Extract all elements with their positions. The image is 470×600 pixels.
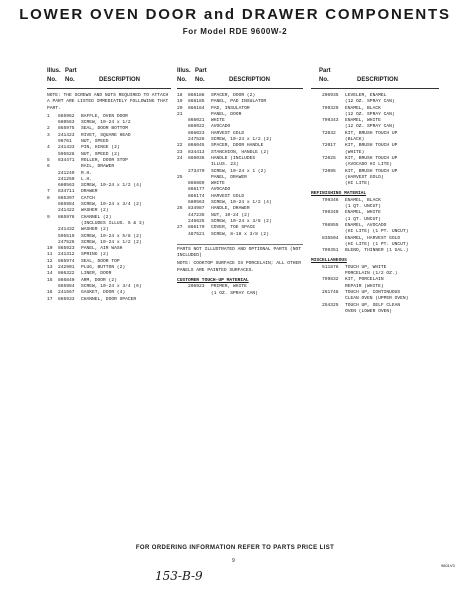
part-number: 799346 <box>322 197 339 203</box>
column-header <box>177 66 303 89</box>
part-number: 866177 <box>188 187 205 193</box>
part-row <box>311 309 439 315</box>
illus-number <box>311 248 322 254</box>
part-description: CATCH <box>81 195 95 201</box>
part-number: 865984 <box>58 283 75 289</box>
part-description: TOUCH UP, CONTINUOUS <box>345 289 401 295</box>
part-row <box>47 297 171 303</box>
part-description: RIVET, SQUARE HEAD <box>81 132 131 138</box>
part-row <box>311 248 439 254</box>
part-description: (HI LITE) (1 PT. UNCUT) <box>345 241 409 247</box>
column-header <box>47 66 171 89</box>
part-description: GASKET, DOOR (4) <box>81 290 126 296</box>
part-description: (BLACK) <box>345 137 365 143</box>
illus-number: 15 <box>47 277 53 283</box>
illus-number: 7 <box>47 189 50 195</box>
part-number: 242901 <box>58 265 75 271</box>
part-description: PLUG, BUTTON (2) <box>81 265 126 271</box>
section-heading-misc: MISCELLANEOUS <box>311 258 347 264</box>
illus-number: 24 <box>177 155 183 161</box>
part-number: 206935 <box>322 93 339 98</box>
part-description: ENAMEL, WHITE <box>345 210 381 216</box>
header-part-no: No. <box>65 77 75 83</box>
part-description: KIT, BRUSH TOUCH UP <box>345 143 398 149</box>
part-number: 241250 <box>58 176 75 182</box>
header-illus: Illus. <box>177 68 191 74</box>
part-number: 72017 <box>322 143 336 149</box>
part-number: 72032 <box>322 130 336 136</box>
part-description: (WHITE) <box>345 149 365 155</box>
part-number: 241432 <box>58 227 75 233</box>
part-number: 72095 <box>322 168 336 174</box>
optional-parts-note: PARTS NOT ILLUSTRATED AND OPTIONAL PARTS (NOT INCLUDED) <box>177 244 303 260</box>
part-description: SCREW, 10-24 x 1/2 (4) <box>211 200 272 206</box>
part-number: 241249 <box>58 170 75 176</box>
page-subtitle: For Model RDE 9600W-2 <box>182 27 288 36</box>
parts-list <box>311 93 439 187</box>
part-number: 834413 <box>188 149 205 155</box>
parts-column-3 <box>311 66 439 315</box>
parts-list <box>311 265 439 315</box>
parts-list <box>311 198 439 255</box>
part-number: 799832 <box>322 277 339 283</box>
part-description: KIT, BRUSH TOUCH UP <box>345 130 398 136</box>
illus-number: 22 <box>177 143 183 149</box>
illus-number: 19 <box>177 99 183 105</box>
part-number: 834471 <box>58 157 75 163</box>
part-number: 866036 <box>188 155 205 161</box>
part-description: KIT, PORCELAIN <box>345 277 384 283</box>
part-number: 487521 <box>188 231 205 237</box>
part-description: ENAMEL, HARVEST GOLD <box>345 235 401 241</box>
illus-number: 16 <box>47 290 53 296</box>
header-description: DESCRIPTION <box>229 77 271 83</box>
part-number: 866021 <box>188 118 205 124</box>
part-description: PAD, INSULATOR <box>211 105 250 111</box>
illus-number: 13 <box>47 265 53 271</box>
handwritten-note: 153-B-9 <box>155 569 203 583</box>
part-description: CLEAN OVEN (UPPER OVEN) <box>345 296 409 302</box>
part-description: (1 QT. UNCUT) <box>345 216 381 222</box>
illus-number: 14 <box>47 271 53 277</box>
part-description: NUT, 10-24 (2) <box>211 212 250 218</box>
part-number: 866174 <box>188 193 205 199</box>
part-number: 865984 <box>58 202 75 208</box>
part-description: BLEND, THINNER (1 GAL.) <box>345 248 409 254</box>
part-description: STANCHION, HANDLE (2) <box>211 149 269 155</box>
part-description: SCREW, 10-24 x 1 (2) <box>211 168 267 174</box>
header-part-no: No. <box>319 77 329 83</box>
header-illus: Illus. <box>47 68 61 74</box>
part-number: 866185 <box>188 99 205 105</box>
column-header <box>311 66 439 89</box>
part-number: 273470 <box>188 168 205 174</box>
illus-number: 18 <box>177 93 183 98</box>
part-number: 680563 <box>58 183 75 189</box>
illus-number: 11 <box>47 252 53 258</box>
part-number: 865923 <box>58 246 75 252</box>
header-description: DESCRIPTION <box>357 77 399 83</box>
part-row <box>177 291 303 297</box>
part-number: 798955 <box>322 222 339 228</box>
part-description: ARM, DOOR (2) <box>81 277 117 283</box>
part-number: 866184 <box>188 105 205 111</box>
illus-number: 6 <box>47 164 50 170</box>
part-description: KIT, BRUSH TOUCH UP <box>345 155 398 161</box>
part-number: 865397 <box>58 195 75 201</box>
illus-number: 27 <box>177 225 183 231</box>
part-number: 206923 <box>188 284 205 290</box>
part-description: CHANNEL, DOOR SPACER <box>81 296 137 302</box>
illus-number: 2 <box>47 126 50 132</box>
part-number <box>188 291 211 297</box>
part-number: 254325 <box>322 302 339 308</box>
part-description: SCREW, 10-24 x 1/2 (2) <box>211 137 272 143</box>
part-description: HANDLE, DRAWER <box>211 206 250 212</box>
part-description: SPACER, DOOR HANDLE <box>211 143 264 149</box>
part-number: 247526 <box>188 137 205 143</box>
part-number: 72025 <box>322 155 336 161</box>
part-number <box>322 181 345 187</box>
part-description: AVOCADO <box>211 124 231 130</box>
surface-note: NOTE: COOKTOP SURFACE IS PORCELAIN; ALL OTHER PANELS ARE PAINTED SURFACES. <box>177 261 304 273</box>
part-description: HARVEST GOLD <box>211 193 245 199</box>
part-description: PORCELAIN (1/2 OZ.) <box>345 271 398 277</box>
part-description: ENAMEL, BLACK <box>345 105 381 111</box>
part-description: SPRING (2) <box>81 252 109 258</box>
illus-number: 10 <box>47 246 53 252</box>
part-description: PANEL, DRAWER <box>211 174 247 180</box>
illus-number: 12 <box>47 258 53 264</box>
part-description: (1 OZ. SPRAY CAN) <box>211 290 258 296</box>
part-description: (AVOCADO HI LITE) <box>345 162 392 168</box>
part-description: LINER, DOOR <box>81 271 112 277</box>
part-number <box>322 309 345 315</box>
part-number: 865933 <box>58 296 75 302</box>
part-number: 261748 <box>322 289 339 295</box>
illus-number: 23 <box>177 149 183 155</box>
header-no: No. <box>47 77 57 83</box>
part-number: 799343 <box>322 118 339 124</box>
part-number: 96761 <box>58 139 72 145</box>
part-description: SEAL, DOOR TOP <box>81 258 120 264</box>
part-description: ENAMEL, WHITE <box>345 118 381 124</box>
part-number: 680563 <box>188 200 205 206</box>
part-description: OVEN (LOWER OVEN) <box>345 308 392 314</box>
part-number: 799329 <box>322 105 339 111</box>
part-number: 447235 <box>188 212 205 218</box>
part-description: SCREW, 8-18 x 3/8 (2) <box>211 231 269 237</box>
part-description: (HARVEST GOLD) <box>345 174 384 180</box>
part-description: SCREW, 10-24 x 1/2 (4) <box>81 183 142 189</box>
part-description: SCREW, 10-24 x 1/2 <box>81 120 131 126</box>
part-number: 866022 <box>188 124 205 130</box>
part-description: KIT, BRUSH TOUCH UP <box>345 168 398 174</box>
form-number: 9801V0 <box>441 563 455 568</box>
part-number: 799351 <box>322 248 339 254</box>
part-description: WASHER (2) <box>81 208 109 214</box>
part-description: DRAWER <box>81 189 98 195</box>
part-number: 865978 <box>58 214 75 220</box>
part-row <box>311 181 439 187</box>
part-number: 865975 <box>58 126 75 132</box>
parts-column-1 <box>47 66 171 303</box>
part-number: 680563 <box>58 120 75 126</box>
parts-column-2 <box>177 66 303 297</box>
part-number: 834711 <box>58 189 75 195</box>
ordering-footer: FOR ORDERING INFORMATION REFER TO PARTS PRICE LIST <box>135 545 335 551</box>
part-description: (12 OZ. SPRAY CAN) <box>345 99 395 105</box>
header-part: Part <box>65 68 77 74</box>
section-heading-refinishing: REFINISHING MATERIAL <box>311 191 367 197</box>
part-description: PRIMER, WHITE <box>211 284 247 290</box>
part-description: HARVEST GOLD <box>211 130 245 136</box>
part-description: PIN, HINGE (2) <box>81 145 120 151</box>
illus-number: 8 <box>47 195 50 201</box>
header-part-no: No. <box>195 77 205 83</box>
part-description: ENAMEL, AVOCADO <box>345 222 387 228</box>
part-description: (HI LITE) <box>345 181 370 187</box>
part-number: 866869 <box>188 181 205 187</box>
part-description: (1 QT. UNCUT) <box>345 204 381 210</box>
part-description: TOUCH UP, SELF CLEAN <box>345 302 401 308</box>
part-description: SCREW, 10-24 x 3/4 (2) <box>81 202 142 208</box>
part-description: BAFFLE, OVEN DOOR <box>81 113 128 119</box>
part-number: 866188 <box>188 93 205 98</box>
illus-number <box>177 291 188 297</box>
part-description: PANEL, DOOR <box>211 111 242 117</box>
illus-number: 1 <box>47 113 50 119</box>
part-description: ROLLER, DOOR STOP <box>81 157 128 163</box>
part-description: SCREW, 10-24 x 3/8 (2) <box>211 218 272 224</box>
part-description: SPACER, DOOR (2) <box>211 93 256 98</box>
part-number: 246625 <box>188 218 205 224</box>
part-description: PANEL, PAD INSULATOR <box>211 99 267 105</box>
part-description: (HI LITE) (1 PT. UNCUT) <box>345 229 409 235</box>
illus-number: 26 <box>177 206 183 212</box>
part-number: 595526 <box>58 151 75 157</box>
illus-number: 5 <box>47 157 50 163</box>
part-description: COVER, TOE SPACE <box>211 225 256 231</box>
part-number: 241423 <box>58 132 75 138</box>
part-number: 835504 <box>322 235 339 241</box>
illus-number <box>177 232 188 238</box>
part-number: 595519 <box>58 233 75 239</box>
part-description: L.H. <box>81 176 93 182</box>
part-description: WHITE <box>211 118 225 124</box>
part-description: ENAMEL, BLACK <box>345 197 381 203</box>
part-description: ILLUS. 23) <box>211 162 239 168</box>
part-number: 511878 <box>322 264 339 270</box>
part-row <box>177 232 303 238</box>
part-number: 247526 <box>58 239 75 245</box>
attach-note: NOTE: THE SCREWS AND NUTS REQUIRED TO ATTACH A PART ARE LISTED IMMEDIATELY FOLLOWING THAT PART. <box>47 93 172 111</box>
part-description: WASHER (2) <box>81 227 109 233</box>
header-description: DESCRIPTION <box>99 77 141 83</box>
part-number: 865974 <box>58 258 75 264</box>
part-description: SCREW, 10-24 x 1/2 (2) <box>81 239 142 245</box>
part-description: WHITE <box>211 181 225 187</box>
header-part: Part <box>319 68 331 74</box>
part-description: REPAIR (WHITE) <box>345 283 384 289</box>
section-heading-touchup: CUSTOMER TOUCH-UP MATERIAL <box>177 278 249 284</box>
illus-number: 3 <box>47 132 50 138</box>
illus-number: 20 <box>177 105 183 111</box>
part-description: (12 OZ. SPRAY CAN) <box>345 111 395 117</box>
illus-number: 21 <box>177 111 183 117</box>
part-number: 241567 <box>58 290 75 296</box>
part-description: R.H. <box>81 170 93 176</box>
part-number: 241422 <box>58 208 75 214</box>
part-number: 866023 <box>188 130 205 136</box>
illus-number: 25 <box>177 174 183 180</box>
illus-number: 9 <box>47 214 50 220</box>
parts-list <box>47 114 171 303</box>
parts-list <box>177 93 303 238</box>
part-number: 866170 <box>188 225 205 231</box>
part-description: CHANNEL (2) <box>81 214 112 220</box>
part-description: RAIL, DRAWER <box>81 164 115 170</box>
part-number: 241433 <box>58 145 75 151</box>
part-description: (12 OZ. SPRAY CAN) <box>345 124 395 130</box>
part-description: HANDLE (INCLUDES <box>211 155 256 161</box>
part-description: AVOCADO <box>211 187 231 193</box>
part-number: 834987 <box>188 206 205 212</box>
part-description: TOUCH UP, WHITE <box>345 264 387 270</box>
part-description: LEVELER, ENAMEL <box>345 93 387 98</box>
part-description: SCREW, 10-24 x 3/4 (6) <box>81 283 142 289</box>
illus-number: 17 <box>47 296 53 302</box>
illus-number <box>311 181 322 187</box>
part-number: 865962 <box>58 113 75 119</box>
parts-list <box>177 284 303 297</box>
illus-number: 4 <box>47 145 50 151</box>
part-description: PANEL, AIR WASH <box>81 246 123 252</box>
part-number: 866045 <box>188 143 205 149</box>
part-description: NUT, SPEED <box>81 139 109 145</box>
header-no: No. <box>177 77 187 83</box>
header-part: Part <box>195 68 207 74</box>
part-description: SEAL, DOOR BOTTOM <box>81 126 128 132</box>
page-title: LOWER OVEN DOOR and DRAWER COMPONENTS <box>19 6 451 23</box>
part-number: 241312 <box>58 252 75 258</box>
part-description: SCREW, 10-24 x 5/8 (2) <box>81 233 142 239</box>
part-description: NUT, SPEED (2) <box>81 151 120 157</box>
part-number: 866840 <box>58 277 75 283</box>
illus-number <box>311 309 322 315</box>
part-description: (INCLUDES ILLUS. 5 & 3) <box>81 220 145 226</box>
part-number: 866322 <box>58 271 75 277</box>
page-number: 9 <box>232 558 235 564</box>
part-number: 799340 <box>322 210 339 216</box>
